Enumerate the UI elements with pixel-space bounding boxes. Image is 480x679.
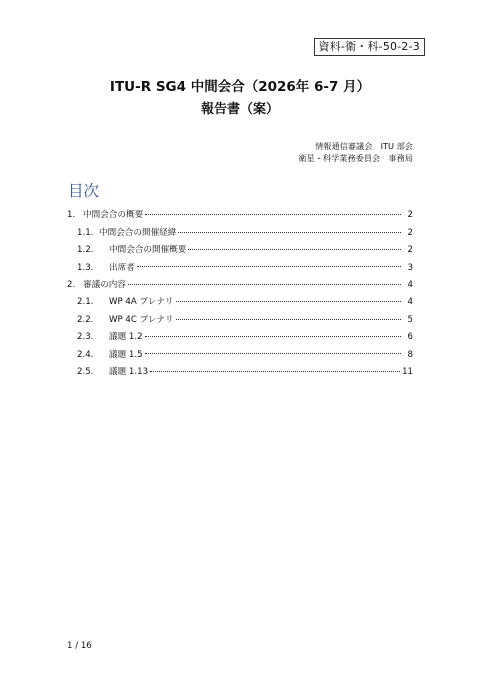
toc-dot-leader (178, 232, 401, 233)
document-id-box: 資料-衛・科-50-2-3 (314, 38, 425, 56)
toc-entry-page: 2 (407, 227, 413, 238)
toc-dot-leader (145, 214, 401, 215)
toc-entry-number: 2.4. (77, 349, 94, 360)
toc-entry-text: WP 4A プレナリ (109, 297, 174, 308)
toc-entry[interactable] (67, 290, 413, 307)
toc-entry[interactable] (67, 342, 413, 359)
toc-entry-text: 審議の内容 (83, 279, 126, 290)
toc-entry-number: 2.1. (77, 297, 94, 308)
toc-entry-text: WP 4C プレナリ (109, 314, 174, 325)
organization-line-1: 情報通信審議会 ITU 部会 (315, 141, 413, 151)
toc-dot-leader (176, 319, 401, 320)
toc-entry[interactable] (67, 360, 413, 377)
toc-entry-text: 議題 1.5 (109, 349, 143, 360)
toc-entry[interactable] (67, 307, 413, 324)
toc-entry[interactable] (67, 325, 413, 342)
toc-entry-number: 1.2. (77, 245, 94, 256)
organization-block (298, 141, 413, 164)
toc-dot-leader (150, 371, 400, 372)
toc-entry-text: 出席者 (109, 262, 135, 273)
toc-entry-text: 中間会合の開催経緯 (99, 227, 177, 238)
toc-entry-number: 1.1. (77, 227, 94, 238)
page-number: 1 / 16 (67, 641, 92, 651)
toc-dot-leader (176, 301, 401, 302)
table-of-contents (67, 203, 413, 377)
toc-entry-page: 11 (402, 366, 413, 377)
toc-entry-number: 1. (67, 210, 76, 221)
toc-entry[interactable] (67, 238, 413, 255)
document-subtitle: 報告書（案） (200, 102, 279, 117)
toc-entry-number: 2. (67, 279, 76, 290)
toc-dot-leader (128, 284, 401, 285)
toc-entry-page: 8 (407, 349, 413, 360)
toc-entry-page: 2 (407, 210, 413, 221)
toc-entry-page: 2 (407, 245, 413, 256)
toc-entry-page: 6 (407, 332, 413, 343)
toc-heading: 目次 (68, 182, 100, 200)
toc-entry-number: 1.3. (77, 262, 94, 273)
toc-entry-text: 議題 1.13 (109, 366, 149, 377)
toc-entry[interactable] (67, 255, 413, 272)
toc-entry-number: 2.3. (77, 332, 94, 343)
toc-entry[interactable] (67, 273, 413, 290)
toc-dot-leader (188, 249, 401, 250)
toc-dot-leader (145, 353, 401, 354)
toc-entry[interactable] (67, 220, 413, 237)
toc-entry-text: 中間会合の開催概要 (109, 245, 187, 256)
toc-entry-text: 議題 1.2 (109, 332, 143, 343)
organization-line-2: 衛星・科学業務委員会 事務局 (298, 152, 413, 163)
toc-dot-leader (145, 336, 401, 337)
toc-entry-page: 4 (407, 297, 413, 308)
toc-entry-page: 3 (407, 262, 413, 273)
toc-entry-text: 中間会合の概要 (83, 210, 144, 221)
toc-dot-leader (137, 266, 401, 267)
toc-entry[interactable] (67, 203, 413, 220)
toc-entry-number: 2.2. (77, 314, 94, 325)
toc-entry-page: 5 (407, 314, 413, 325)
document-title: ITU-R SG4 中間会合（2026年 6-7 月） (109, 79, 371, 95)
toc-entry-page: 4 (407, 279, 413, 290)
toc-entry-number: 2.5. (77, 366, 94, 377)
